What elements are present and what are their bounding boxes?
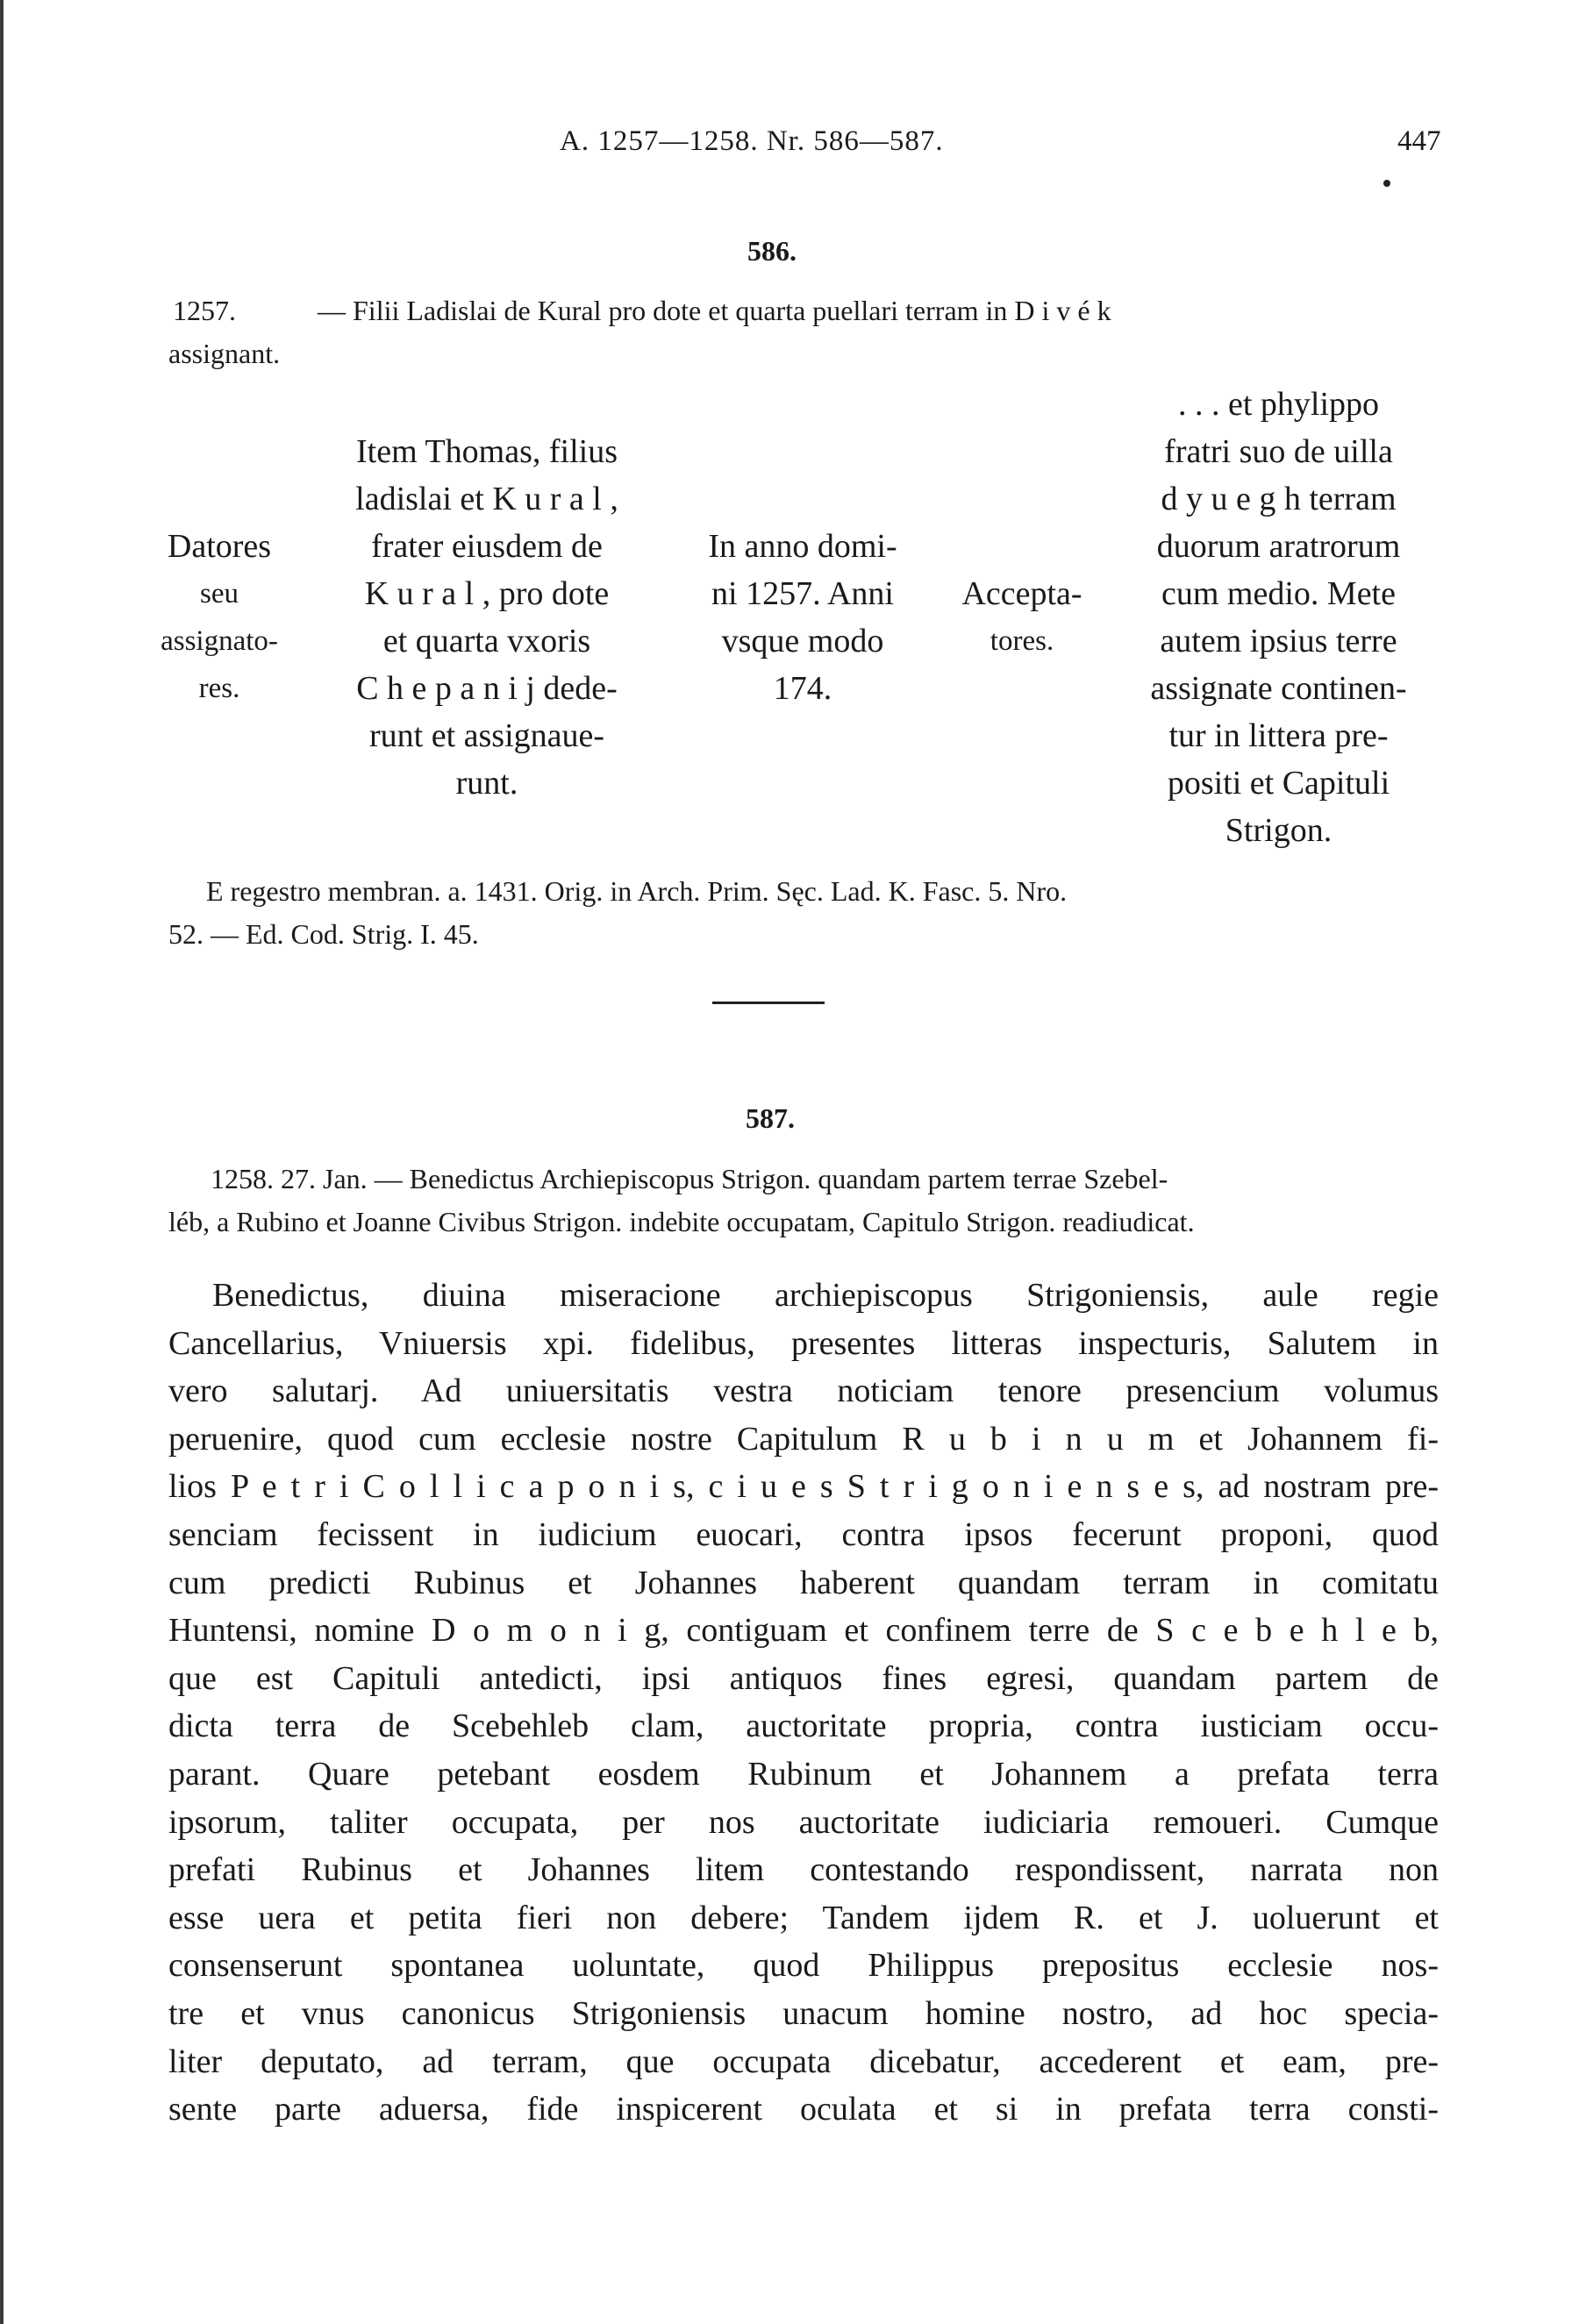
- text-line: sente parte aduersa, fide inspicerent oculata et si in prefata terra consti-: [168, 2091, 1439, 2128]
- regest-587-line1: 1258. 27. Jan. — Benedictus Archiepiscopus Strigon. quandam partem terrae Szebel-: [211, 1163, 1168, 1194]
- table-col-terra: [1110, 381, 1447, 854]
- text-line: cum predicti Rubinus et Johannes haberent quandam terram in comitatu: [168, 1564, 1439, 1601]
- table-cell: . . . et phylippo: [1177, 386, 1380, 423]
- table-cell: assignate continen-: [1150, 670, 1407, 707]
- text-line: vero salutarj. Ad uniuersitatis vestra noticiam tenore presencium volumus: [168, 1372, 1439, 1410]
- table-cell: C h e p a n i j dede-: [356, 670, 618, 707]
- table-cell: vsque modo: [721, 623, 884, 659]
- text-line: dicta terra de Scebehleb clam, auctoritate propria, contra iusticiam occu-: [168, 1707, 1439, 1745]
- table-col-anno: [675, 523, 930, 712]
- text-line: senciam fecissent in iudicium euocari, contra ipsos fecerunt proponi, quod: [168, 1515, 1439, 1553]
- table-cell: d y u e g h terram: [1161, 481, 1397, 517]
- table-cell: Strigon.: [1225, 812, 1333, 849]
- text-line: Cancellarius, Vniuersis xpi. fidelibus, presentes litteras inspecturis, Salutem in: [168, 1324, 1439, 1362]
- table-cell: 174.: [773, 670, 832, 707]
- text-line: que est Capituli antedicti, ipsi antiquos fines egresi, quandam partem de: [168, 1659, 1439, 1697]
- table-cell: autem ipsius terre: [1160, 623, 1397, 659]
- table-cell: assignato-: [161, 625, 278, 657]
- table-cell: tores.: [990, 625, 1054, 657]
- table-cell: frater eiusdem de: [371, 528, 603, 565]
- document-number-587: 587.: [746, 1102, 795, 1134]
- text-line: prefati Rubinus et Johannes litem contestando respondissent, narrata non: [168, 1851, 1439, 1889]
- table-cell: Accepta-: [961, 575, 1082, 612]
- text-line: lios P e t r i C o l l i c a p o n i s, c i u e s S t r i g o n i e n s e s, ad nostram pre-: [168, 1468, 1439, 1506]
- section-divider: [712, 1002, 825, 1004]
- text-line: peruenire, quod cum ecclesie nostre Capitulum R u b i n u m et Johannem fi-: [168, 1420, 1439, 1458]
- table-cell: duorum aratrorum: [1156, 528, 1401, 565]
- text-line: tre et vnus canonicus Strigoniensis unacum homine nostro, ad hoc specia-: [168, 1994, 1439, 2032]
- source-note-line1: E regestro membran. a. 1431. Orig. in Arch. Prim. Sęc. Lad. K. Fasc. 5. Nro.: [206, 875, 1068, 907]
- table-cell: cum medio. Mete: [1161, 575, 1396, 612]
- table-col-datores: [145, 523, 294, 712]
- table-cell: fratri suo de uilla: [1164, 433, 1393, 470]
- text-line: ipsorum, taliter occupata, per nos auctoritate iudiciaria remoueri. Cumque: [168, 1803, 1439, 1841]
- regest-586-text: — Filii Ladislai de Kural pro dote et quarta puellari terram in D i v é k: [318, 295, 1111, 326]
- table-cell: runt.: [455, 765, 518, 802]
- table-cell: positi et Capituli: [1167, 765, 1390, 802]
- page-edge: [0, 0, 4, 2324]
- table-cell: tur in littera pre-: [1168, 717, 1389, 754]
- table-cell: ladislai et K u r a l ,: [355, 481, 618, 517]
- table-cell: runt et assignaue-: [368, 717, 605, 754]
- regest-586-date: 1257.: [173, 295, 236, 326]
- table-cell: K u r a l , pro dote: [364, 575, 610, 612]
- page-number: 447: [1397, 125, 1441, 157]
- text-line: esse uera et petita fieri non debere; Tandem ijdem R. et J. uoluerunt et: [168, 1899, 1439, 1936]
- table-cell: ni 1257. Anni: [711, 575, 894, 612]
- table-col-acceptatores: [939, 570, 1105, 665]
- document-number-586: 586.: [747, 235, 797, 267]
- document-body-text: [168, 1272, 1439, 2134]
- text-line: Huntensi, nomine D o m o n i g, contiguam et confinem terre de S c e b e h l e b,: [168, 1612, 1439, 1650]
- table-cell: seu: [200, 578, 239, 610]
- text-line: parant. Quare petebant eosdem Rubinum et Johannem a prefata terra: [168, 1755, 1439, 1793]
- text-line: Benedictus, diuina miseracione archiepiscopus Strigoniensis, aule regie: [212, 1277, 1439, 1314]
- print-dot: [1383, 180, 1390, 187]
- text-line: consenserunt spontanea uoluntate, quod Philippus prepositus ecclesie nos-: [168, 1947, 1439, 1985]
- table-cell: Item Thomas, filius: [356, 433, 618, 470]
- regest-587-line2: léb, a Rubino et Joanne Civibus Strigon. indebite occupatam, Capitulo Strigon. readiudicat.: [168, 1206, 1195, 1237]
- table-cell: res.: [198, 673, 240, 704]
- running-head-title: A. 1257—1258. Nr. 586—587.: [560, 125, 944, 157]
- regest-586-line2: assignant.: [168, 338, 281, 369]
- table-cell: In anno domi-: [708, 528, 897, 565]
- source-note-line2: 52. — Ed. Cod. Strig. I. 45.: [168, 918, 479, 950]
- table-cell: Datores: [167, 528, 272, 565]
- table-cell: et quarta vxoris: [382, 623, 591, 659]
- table-col-item: [303, 428, 671, 807]
- text-line: liter deputato, ad terram, que occupata dicebatur, accederent et eam, pre-: [168, 2042, 1439, 2080]
